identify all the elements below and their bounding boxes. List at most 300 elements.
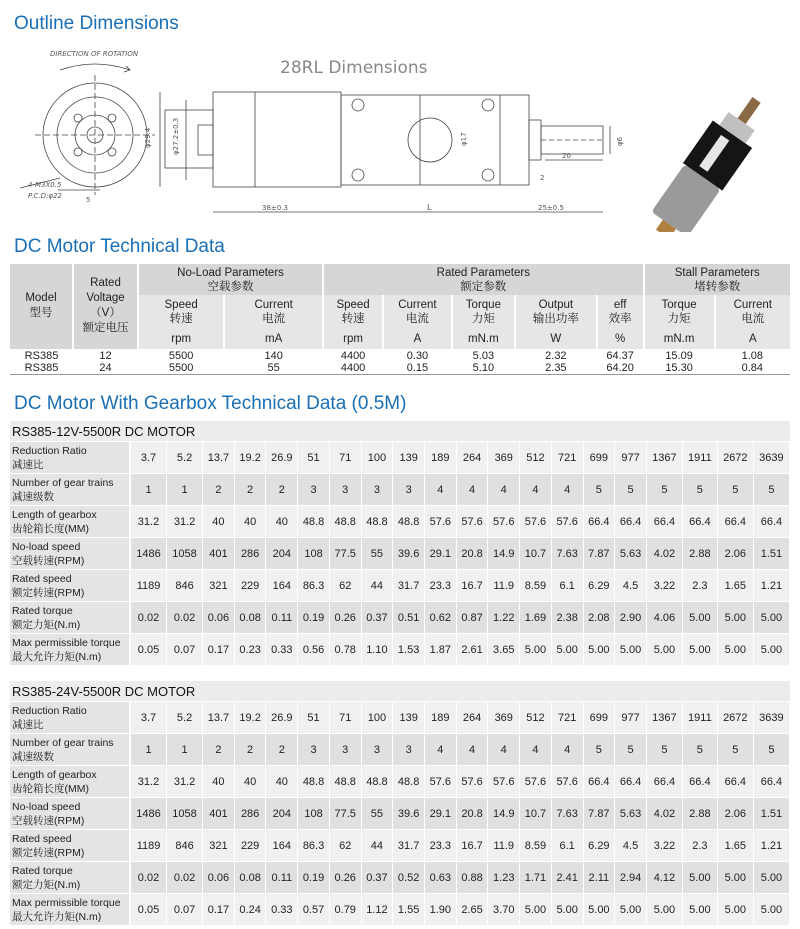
value-cell: 3 (330, 474, 362, 506)
value-cell: 5.00 (552, 894, 584, 926)
value-cell: 2 (235, 474, 267, 506)
table-cell: RS385 (10, 349, 73, 362)
value-cell: 1.21 (754, 570, 790, 602)
value-cell: 31.2 (131, 766, 167, 798)
motor-body (213, 92, 341, 187)
table-cell: 5.03 (452, 349, 515, 362)
value-cell: 77.5 (330, 798, 362, 830)
value-cell: 10.7 (520, 538, 552, 570)
dimension-drawing (0, 40, 800, 232)
value-cell: 0.11 (266, 862, 298, 894)
table-cell: 15.30 (644, 362, 715, 375)
value-cell: 14.9 (488, 798, 520, 830)
column-unit: rpm (138, 329, 224, 349)
value-cell: 5 (718, 474, 754, 506)
value-cell: 0.19 (298, 862, 330, 894)
value-cell: 401 (203, 538, 235, 570)
value-cell: 3.7 (131, 702, 167, 734)
pcd-label: P.C.D:φ22 (28, 192, 62, 200)
value-cell: 5 (754, 474, 790, 506)
column-header: Speed 转速 (138, 295, 224, 329)
column-unit: rpm (323, 329, 383, 349)
value-cell: 2.06 (718, 538, 754, 570)
value-cell: 55 (362, 798, 394, 830)
value-cell: 55 (362, 538, 394, 570)
value-cell: 66.4 (718, 506, 754, 538)
value-cell: 48.8 (393, 766, 425, 798)
value-cell: 57.6 (520, 766, 552, 798)
value-cell: 4.12 (647, 862, 683, 894)
value-cell: 57.6 (520, 506, 552, 538)
value-cell: 40 (203, 506, 235, 538)
value-cell: 4.06 (647, 602, 683, 634)
value-cell: 16.7 (457, 570, 489, 602)
value-cell: 5 (584, 734, 616, 766)
row-label: Rated speed 额定转速(RPM) (10, 570, 131, 602)
row-label: No-load speed 空载转速(RPM) (10, 798, 131, 830)
value-cell: 44 (362, 830, 394, 862)
row-label: Max permissible torque 最大允许力矩(N.m) (10, 634, 131, 666)
value-cell: 4.5 (615, 830, 647, 862)
value-cell: 5.00 (552, 634, 584, 666)
value-cell: 31.2 (131, 506, 167, 538)
value-cell: 0.79 (330, 894, 362, 926)
gearbox-table-24v (10, 702, 790, 926)
value-cell: 3639 (754, 702, 790, 734)
value-cell: 6.29 (584, 570, 616, 602)
value-cell: 0.88 (457, 862, 489, 894)
value-cell: 29.1 (425, 798, 457, 830)
value-cell: 229 (235, 830, 267, 862)
value-cell: 19.2 (235, 702, 267, 734)
column-header: eff 效率 (597, 295, 644, 329)
column-header: Current 电流 (383, 295, 452, 329)
value-cell: 1486 (131, 538, 167, 570)
value-cell: 5.00 (754, 634, 790, 666)
value-cell: 0.87 (457, 602, 489, 634)
value-cell: 1486 (131, 798, 167, 830)
value-cell: 5.00 (520, 894, 552, 926)
drawing-title: 28RL Dimensions (280, 58, 428, 78)
value-cell: 20.8 (457, 798, 489, 830)
value-cell: 5.00 (683, 862, 718, 894)
value-cell: 40 (266, 766, 298, 798)
value-cell: 512 (520, 442, 552, 474)
value-cell: 0.02 (131, 862, 167, 894)
table-cell: 0.84 (715, 362, 790, 375)
value-cell: 2.88 (683, 538, 718, 570)
value-cell: 5.00 (718, 862, 754, 894)
value-cell: 57.6 (425, 766, 457, 798)
value-cell: 0.57 (298, 894, 330, 926)
table-cell: 140 (224, 349, 323, 362)
value-cell: 2.41 (552, 862, 584, 894)
motor-spec-table (10, 264, 790, 375)
value-cell: 48.8 (330, 506, 362, 538)
table-cell: 1.08 (715, 349, 790, 362)
column-header: Torque 力矩 (452, 295, 515, 329)
value-cell: 5 (647, 474, 683, 506)
value-cell: 5.00 (683, 602, 718, 634)
value-cell: 39.6 (393, 538, 425, 570)
value-cell: 100 (362, 442, 394, 474)
table-cell: 0.30 (383, 349, 452, 362)
value-cell: 3.22 (647, 570, 683, 602)
value-cell: 62 (330, 570, 362, 602)
table-cell: 64.20 (597, 362, 644, 375)
value-cell: 3 (393, 474, 425, 506)
value-cell: 721 (552, 442, 584, 474)
table-cell: 5.10 (452, 362, 515, 375)
value-cell: 0.33 (266, 894, 298, 926)
value-cell: 1.22 (488, 602, 520, 634)
no-load-group-header: No-Load Parameters 空载参数 (138, 264, 323, 295)
table-cell: 4400 (323, 349, 383, 362)
value-cell: 86.3 (298, 570, 330, 602)
value-cell: 1.65 (718, 570, 754, 602)
value-cell: 2 (203, 474, 235, 506)
value-cell: 0.62 (425, 602, 457, 634)
value-cell: 286 (235, 538, 267, 570)
table-cell: 2.32 (515, 349, 597, 362)
column-header: Current 电流 (715, 295, 790, 329)
value-cell: 0.02 (167, 602, 203, 634)
value-cell: 1.69 (520, 602, 552, 634)
column-unit: A (715, 329, 790, 349)
dim-25: 25±0.5 (538, 204, 564, 212)
value-cell: 139 (393, 702, 425, 734)
value-cell: 5.00 (647, 634, 683, 666)
dim-d17: φ17 (460, 132, 468, 146)
row-label: Max permissible torque 最大允许力矩(N.m) (10, 894, 131, 926)
gearbox-row (10, 702, 790, 734)
dim-20: 20 (562, 152, 571, 160)
value-cell: 699 (584, 702, 616, 734)
dim-d294: φ29.4 (144, 127, 152, 148)
value-cell: 2 (235, 734, 267, 766)
value-cell: 40 (235, 506, 267, 538)
value-cell: 3 (393, 734, 425, 766)
gearbox-row (10, 862, 790, 894)
value-cell: 846 (167, 830, 203, 862)
value-cell: 0.23 (235, 634, 267, 666)
value-cell: 189 (425, 702, 457, 734)
value-cell: 48.8 (362, 766, 394, 798)
value-cell: 0.06 (203, 602, 235, 634)
value-cell: 62 (330, 830, 362, 862)
value-cell: 86.3 (298, 830, 330, 862)
value-cell: 40 (235, 766, 267, 798)
gearbox-heading: DC Motor With Gearbox Technical Data (0.5M) (14, 393, 407, 414)
gearbox-body (341, 95, 529, 185)
value-cell: 5 (754, 734, 790, 766)
value-cell: 1 (167, 474, 203, 506)
value-cell: 14.9 (488, 538, 520, 570)
value-cell: 40 (203, 766, 235, 798)
value-cell: 57.6 (488, 766, 520, 798)
value-cell: 5.63 (615, 538, 647, 570)
value-cell: 6.1 (552, 570, 584, 602)
table-cell: 24 (73, 362, 138, 375)
value-cell: 0.78 (330, 634, 362, 666)
outline-heading: Outline Dimensions (14, 13, 179, 34)
gearbox-row (10, 830, 790, 862)
value-cell: 0.02 (167, 862, 203, 894)
value-cell: 1.71 (520, 862, 552, 894)
table-cell: 4400 (323, 362, 383, 375)
value-cell: 2.3 (683, 570, 718, 602)
value-cell: 66.4 (754, 766, 790, 798)
value-cell: 66.4 (584, 506, 616, 538)
value-cell: 4 (488, 474, 520, 506)
table-cell: 5500 (138, 349, 224, 362)
value-cell: 2.06 (718, 798, 754, 830)
value-cell: 31.7 (393, 830, 425, 862)
value-cell: 3.22 (647, 830, 683, 862)
value-cell: 2672 (718, 702, 754, 734)
value-cell: 48.8 (298, 766, 330, 798)
value-cell: 264 (457, 442, 489, 474)
table-cell: 15.09 (644, 349, 715, 362)
value-cell: 5.2 (167, 442, 203, 474)
value-cell: 1058 (167, 538, 203, 570)
dim-2: 2 (540, 174, 545, 182)
value-cell: 66.4 (754, 506, 790, 538)
value-cell: 512 (520, 702, 552, 734)
gearbox-row (10, 538, 790, 570)
table-row (10, 349, 790, 362)
value-cell: 108 (298, 798, 330, 830)
hole-label: 4-M3X0.5 (28, 181, 62, 189)
value-cell: 0.37 (362, 862, 394, 894)
value-cell: 1.87 (425, 634, 457, 666)
value-cell: 5.2 (167, 702, 203, 734)
value-cell: 977 (615, 702, 647, 734)
value-cell: 1.90 (425, 894, 457, 926)
value-cell: 4 (552, 474, 584, 506)
value-cell: 19.2 (235, 442, 267, 474)
gearbox-row (10, 506, 790, 538)
direction-label: DIRECTION OF ROTATION (50, 50, 139, 58)
gearbox-table-title-12v: RS385-12V-5500R DC MOTOR (12, 424, 196, 439)
value-cell: 5.00 (615, 894, 647, 926)
column-unit: mN.m (644, 329, 715, 349)
value-cell: 0.02 (131, 602, 167, 634)
value-cell: 31.2 (167, 506, 203, 538)
value-cell: 13.7 (203, 702, 235, 734)
value-cell: 23.3 (425, 830, 457, 862)
row-label: Length of gearbox 齿轮箱长度(MM) (10, 506, 131, 538)
value-cell: 3.70 (488, 894, 520, 926)
value-cell: 5.00 (718, 894, 754, 926)
value-cell: 1058 (167, 798, 203, 830)
gearbox-row (10, 442, 790, 474)
value-cell: 57.6 (488, 506, 520, 538)
row-label: Number of gear trains 减速级数 (10, 474, 131, 506)
value-cell: 5 (683, 474, 718, 506)
dim-L: L (427, 203, 432, 212)
value-cell: 39.6 (393, 798, 425, 830)
value-cell: 1.55 (393, 894, 425, 926)
value-cell: 204 (266, 538, 298, 570)
value-cell: 51 (298, 442, 330, 474)
table-cell: 55 (224, 362, 323, 375)
value-cell: 71 (330, 702, 362, 734)
value-cell: 11.9 (488, 830, 520, 862)
value-cell: 3639 (754, 442, 790, 474)
value-cell: 321 (203, 570, 235, 602)
value-cell: 66.4 (683, 766, 718, 798)
value-cell: 1189 (131, 830, 167, 862)
table-cell: 12 (73, 349, 138, 362)
value-cell: 5.00 (683, 634, 718, 666)
value-cell: 1.65 (718, 830, 754, 862)
value-cell: 0.06 (203, 862, 235, 894)
value-cell: 3 (362, 474, 394, 506)
table-cell: 2.35 (515, 362, 597, 375)
value-cell: 1.51 (754, 538, 790, 570)
value-cell: 204 (266, 798, 298, 830)
value-cell: 4 (520, 474, 552, 506)
value-cell: 7.63 (552, 538, 584, 570)
value-cell: 26.9 (266, 702, 298, 734)
value-cell: 977 (615, 442, 647, 474)
value-cell: 57.6 (457, 766, 489, 798)
value-cell: 57.6 (552, 506, 584, 538)
value-cell: 164 (266, 830, 298, 862)
column-unit: mN.m (452, 329, 515, 349)
value-cell: 1.10 (362, 634, 394, 666)
value-cell: 229 (235, 570, 267, 602)
value-cell: 2 (266, 734, 298, 766)
value-cell: 369 (488, 702, 520, 734)
gearbox-row (10, 570, 790, 602)
value-cell: 57.6 (425, 506, 457, 538)
value-cell: 31.2 (167, 766, 203, 798)
value-cell: 2 (266, 474, 298, 506)
value-cell: 2 (203, 734, 235, 766)
table-cell: 0.15 (383, 362, 452, 375)
gearbox-row (10, 766, 790, 798)
value-cell: 264 (457, 702, 489, 734)
value-cell: 3 (330, 734, 362, 766)
value-cell: 66.4 (647, 506, 683, 538)
value-cell: 2.08 (584, 602, 616, 634)
value-cell: 16.7 (457, 830, 489, 862)
gearbox-row (10, 602, 790, 634)
value-cell: 0.26 (330, 602, 362, 634)
value-cell: 23.3 (425, 570, 457, 602)
table-cell: 5500 (138, 362, 224, 375)
value-cell: 3 (298, 734, 330, 766)
dim-d272: φ27.2±0.3 (172, 117, 180, 155)
value-cell: 4 (457, 734, 489, 766)
gearbox-row (10, 798, 790, 830)
value-cell: 7.63 (552, 798, 584, 830)
value-cell: 66.4 (615, 766, 647, 798)
value-cell: 3.7 (131, 442, 167, 474)
value-cell: 369 (488, 442, 520, 474)
value-cell: 189 (425, 442, 457, 474)
value-cell: 4 (488, 734, 520, 766)
value-cell: 286 (235, 798, 267, 830)
value-cell: 0.08 (235, 602, 267, 634)
value-cell: 2672 (718, 442, 754, 474)
row-label: Number of gear trains 减速级数 (10, 734, 131, 766)
value-cell: 3.65 (488, 634, 520, 666)
value-cell: 3 (362, 734, 394, 766)
value-cell: 5 (615, 474, 647, 506)
value-cell: 4 (552, 734, 584, 766)
value-cell: 1.53 (393, 634, 425, 666)
value-cell: 1.21 (754, 830, 790, 862)
value-cell: 4.02 (647, 538, 683, 570)
value-cell: 8.59 (520, 830, 552, 862)
value-cell: 29.1 (425, 538, 457, 570)
table-cell: 64.37 (597, 349, 644, 362)
value-cell: 2.90 (615, 602, 647, 634)
value-cell: 31.7 (393, 570, 425, 602)
value-cell: 7.87 (584, 798, 616, 830)
value-cell: 2.11 (584, 862, 616, 894)
value-cell: 66.4 (615, 506, 647, 538)
value-cell: 5.00 (754, 602, 790, 634)
value-cell: 48.8 (298, 506, 330, 538)
value-cell: 6.29 (584, 830, 616, 862)
value-cell: 7.87 (584, 538, 616, 570)
value-cell: 4 (425, 474, 457, 506)
value-cell: 51 (298, 702, 330, 734)
value-cell: 0.33 (266, 634, 298, 666)
motor-product-image (643, 86, 776, 232)
value-cell: 5.00 (584, 894, 616, 926)
value-cell: 4.5 (615, 570, 647, 602)
value-cell: 721 (552, 702, 584, 734)
value-cell: 699 (584, 442, 616, 474)
row-label: No-load speed 空载转速(RPM) (10, 538, 131, 570)
value-cell: 1367 (647, 702, 683, 734)
value-cell: 48.8 (393, 506, 425, 538)
value-cell: 71 (330, 442, 362, 474)
column-unit: % (597, 329, 644, 349)
value-cell: 5.63 (615, 798, 647, 830)
dim-d6: φ6 (616, 136, 624, 146)
row-label: Rated torque 额定力矩(N.m) (10, 602, 131, 634)
value-cell: 2.94 (615, 862, 647, 894)
value-cell: 0.11 (266, 602, 298, 634)
value-cell: 5 (683, 734, 718, 766)
rated-group-header: Rated Parameters 额定参数 (323, 264, 643, 295)
value-cell: 5.00 (520, 634, 552, 666)
row-label: Reduction Ratio 减速比 (10, 702, 131, 734)
value-cell: 2.3 (683, 830, 718, 862)
value-cell: 5.00 (718, 602, 754, 634)
value-cell: 1.51 (754, 798, 790, 830)
value-cell: 1911 (683, 442, 718, 474)
column-unit: mA (224, 329, 323, 349)
value-cell: 164 (266, 570, 298, 602)
value-cell: 100 (362, 702, 394, 734)
value-cell: 0.17 (203, 634, 235, 666)
dim-38: 38±0.3 (262, 204, 288, 212)
value-cell: 1.23 (488, 862, 520, 894)
gearbox-row (10, 634, 790, 666)
row-label: Length of gearbox 齿轮箱长度(MM) (10, 766, 131, 798)
value-cell: 0.37 (362, 602, 394, 634)
value-cell: 13.7 (203, 442, 235, 474)
value-cell: 4 (457, 474, 489, 506)
value-cell: 5.00 (718, 634, 754, 666)
